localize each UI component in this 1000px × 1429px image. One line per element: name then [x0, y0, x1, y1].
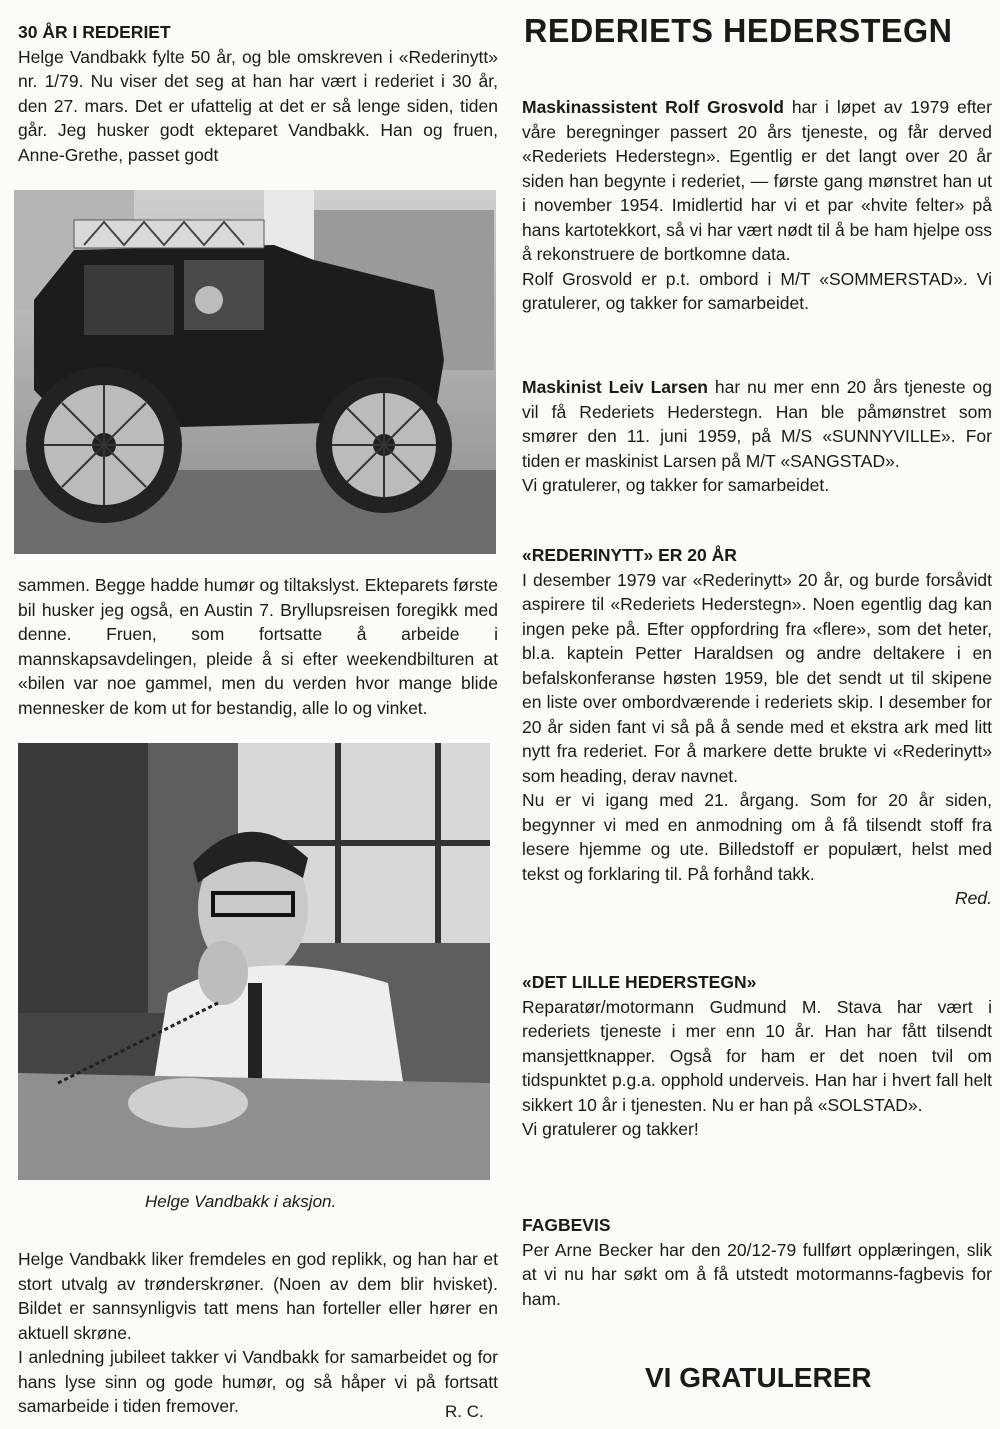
article-larsen	[522, 375, 992, 498]
article-lille-hederstegn	[522, 970, 992, 1142]
larsen-paragraph	[522, 375, 992, 473]
lille-paragraph: Reparatør/motormann Gudmund M. Stava har vært i rederiets tjeneste i mer enn 10 år. Han har fått tilsendt mansjettknapper. Også for ham er det noen tvil om tidspunktet p.g.a. opphold underveis. Han har i hvert fall helt sikkert 10 år i tjenesten. Nu er han på «SOLSTAD».	[522, 996, 992, 1115]
article-fagbevis	[522, 1213, 992, 1311]
intro-paragraph: Helge Vandbakk fylte 50 år, og ble omskreven i «Rederinytt» nr. 1/79. Nu viser det seg at han har vært i rederiet i 30 år, den 27. mars. Det er ufattelig at det er så lenge siden, tiden går. Jeg husker godt ekteparet Vandbakk. Han og fruen, Anne-Grethe, passet godt	[18, 46, 498, 165]
lille-paragraph-2: Vi gratulerer og takker!	[522, 1119, 699, 1139]
rederinytt-paragraph-2: Nu er vi igang med 21. årgang. Som for 20 år siden, begynner vi med en anmodning om å få tilsendt stoff fra lesere hjemme og ute. Billedstoff er populært, helst med tekst og forklaring til. På forhånd takk.	[522, 790, 992, 884]
rederinytt-paragraph: I desember 1979 var «Rederinytt» 20 år, og burde forsåvidt aspirere til «Rederiets Hederstegn». Noen egentlig dag kan ingen peke på. Efter oppfordring fra «flere», som det heter, bl.a. kaptein Petter Haraldsen og andre deltakere i en befalskonferanse høsten 1959, ble det sendt ut til skipene en liste over ombordværende i rederiets skip. I desember for 20 år siden fant vi så på å sende med et ekstra ark med litt nytt fra rederiet. For å markere dette brukte vi «Rederinytt» som heading, derav navnet.	[522, 569, 992, 786]
larsen-name: Maskinist Leiv Larsen	[522, 377, 708, 397]
closing-paragraph-2: I anledning jubileet takker vi Vandbakk for samarbeidet og for hans lyse sinn og gode humør, og så håper vi på fortsatt samarbeide i tiden fremover.	[18, 1347, 498, 1416]
grosvold-text: har i løpet av 1979 efter våre beregninger passert 20 års tjeneste, og får derved «Rederiets Hederstegn». Egentlig er det langt over 20 år siden han begynte i rederiet, — første gang mønstret han ut i november 1954. Imidlertid har vi et par «hvite felter» på hans kartotekkort, så vi har vært nødt til å be ham hjelpe oss å rekonstruere de bortkomne data.	[522, 97, 992, 264]
fagbevis-paragraph: Per Arne Becker har den 20/12-79 fullført opplæringen, slik at vi nu har søkt om å få utstedt motormanns-fagbevis for ham.	[522, 1239, 992, 1309]
article-closing	[18, 1247, 498, 1419]
rederinytt-heading: «REDERINYTT» ER 20 ÅR	[522, 545, 737, 565]
office-photo	[18, 743, 490, 1180]
continued-paragraph: sammen. Begge hadde humør og tiltakslyst. Ekteparets første bil husker jeg også, en Austin 7. Bryllupsreisen foregikk med denne. Fruen, som fortsatte å arbeide i mannskapsavdelingen, pleide å si efter weekendbilturen at «bilen var noe gammel, men du verden hvor mange blide mennesker de kom ut for bestandig, alle lo og vinket.	[18, 575, 498, 718]
rederinytt-signature: Red.	[955, 888, 992, 908]
fagbevis-heading: FAGBEVIS	[522, 1215, 611, 1235]
grosvold-paragraph-2: Rolf Grosvold er p.t. ombord i M/T «SOMMERSTAD». Vi gratulerer, og takker for samarbeidet.	[522, 268, 992, 313]
grosvold-paragraph	[522, 95, 992, 267]
closing-paragraph-1: Helge Vandbakk liker fremdeles en god replikk, og han har et stort utvalg av trønderskrøner. (Noen av dem blir hvisket). Bildet er sannsynligvis tatt mens han forteller eller hører en aktuell skrøne.	[18, 1249, 498, 1343]
vintage-car-photo	[14, 190, 496, 554]
lille-heading: «DET LILLE HEDERSTEGN»	[522, 972, 757, 992]
larsen-paragraph-2: Vi gratulerer, og takker for samarbeidet.	[522, 475, 830, 495]
article-30-years	[18, 20, 498, 167]
grosvold-name: Maskinassistent Rolf Grosvold	[522, 97, 784, 117]
heading-30-years: 30 ÅR I REDERIET	[18, 22, 171, 42]
main-title: REDERIETS HEDERSTEGN	[524, 12, 953, 49]
signature-rc: R. C.	[445, 1402, 484, 1421]
larsen-text: har nu mer enn 20 års tjeneste og vil få Rederiets Hederstegn. Han ble påmønstret som smører den 11. juni 1959, på M/S «SUNNYVILLE». For tiden er maskinist Larsen på M/T «SANGSTAD».	[522, 377, 992, 471]
photo-caption: Helge Vandbakk i aksjon.	[145, 1192, 337, 1211]
article-continued	[18, 573, 498, 720]
article-rederinytt	[522, 543, 992, 911]
vi-gratulerer-title: VI GRATULERER	[645, 1362, 872, 1393]
article-grosvold	[522, 95, 992, 316]
